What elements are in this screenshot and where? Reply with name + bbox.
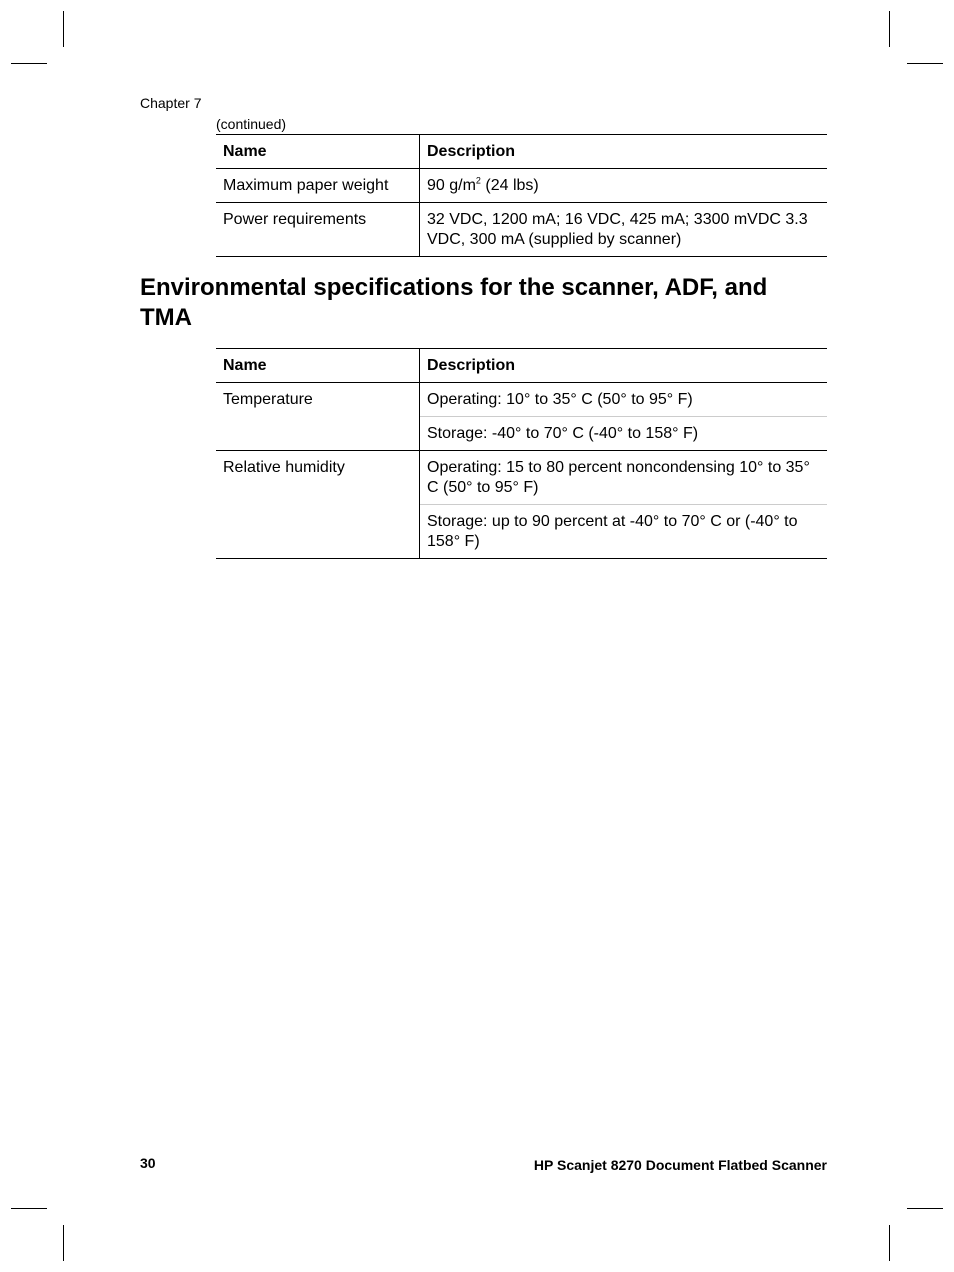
- superscript: 2: [475, 175, 481, 186]
- table-row: [216, 203, 827, 257]
- table-row: [216, 451, 827, 505]
- description-text: (24 lbs): [480, 177, 539, 194]
- row-description: 32 VDC, 1200 mA; 16 VDC, 425 mA; 3300 mVDC 3.3 VDC, 300 mA (supplied by scanner): [420, 203, 828, 257]
- page-number: 30: [140, 1155, 156, 1171]
- footer-title: HP Scanjet 8270 Document Flatbed Scanner: [533, 1157, 827, 1173]
- crop-mark: [63, 1225, 64, 1261]
- column-header-description: Description: [420, 349, 828, 383]
- row-description: Operating: 15 to 80 percent noncondensing 10° to 35° C (50° to 95° F): [420, 451, 828, 505]
- specs-table-continued: [216, 134, 827, 257]
- section-heading: Environmental specifications for the scanner, ADF, and TMA: [140, 274, 768, 331]
- row-description: Operating: 10° to 35° C (50° to 95° F): [420, 383, 828, 417]
- table-row: [216, 169, 827, 203]
- crop-mark: [907, 63, 943, 64]
- row-name: Relative humidity: [223, 459, 345, 476]
- row-description: [420, 169, 828, 203]
- table-header-row: [216, 349, 827, 383]
- crop-mark: [11, 63, 47, 64]
- chapter-label: Chapter 7: [140, 95, 202, 111]
- row-name: Power requirements: [223, 211, 367, 228]
- crop-mark: [889, 1225, 890, 1261]
- row-name: Maximum paper weight: [223, 177, 389, 194]
- row-description: Storage: up to 90 percent at -40° to 70° C or (-40° to 158° F): [420, 505, 828, 559]
- description-text: 90 g/m: [427, 177, 476, 194]
- column-header-name: Name: [223, 357, 267, 374]
- crop-mark: [907, 1208, 943, 1209]
- row-description: Storage: -40° to 70° C (-40° to 158° F): [420, 417, 828, 451]
- table-header-row: [216, 135, 827, 169]
- column-header-description: Description: [420, 135, 828, 169]
- continued-label: (continued): [216, 116, 287, 132]
- crop-mark: [63, 11, 64, 47]
- row-name: Temperature: [223, 391, 313, 408]
- crop-mark: [11, 1208, 47, 1209]
- environmental-specs-table: [216, 348, 827, 559]
- crop-mark: [889, 11, 890, 47]
- column-header-name: Name: [223, 143, 267, 160]
- table-row: [216, 383, 827, 417]
